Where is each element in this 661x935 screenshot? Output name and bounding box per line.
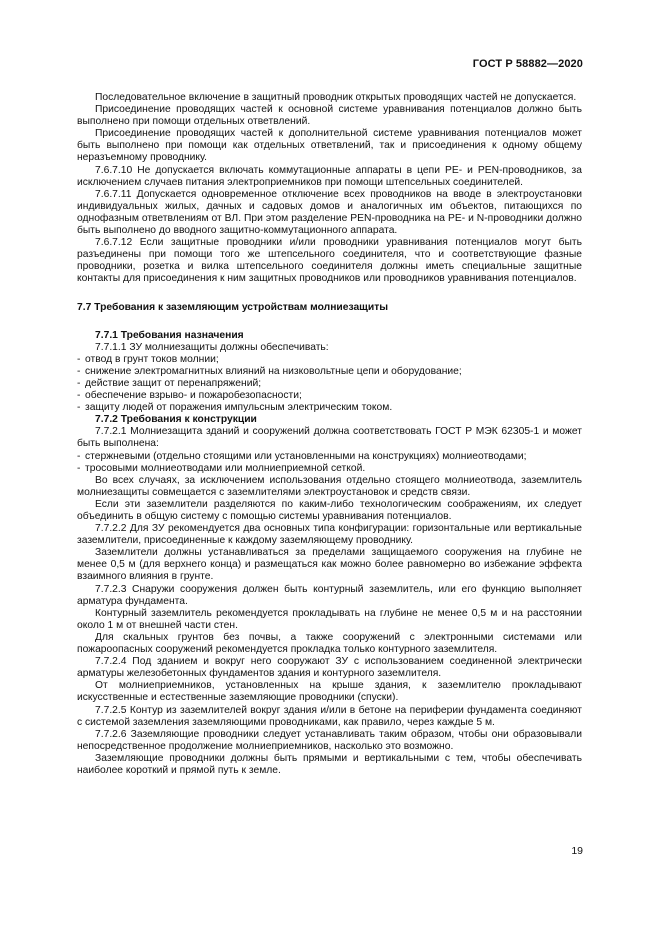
paragraph: Если эти заземлители разделяются по каким-либо технологическим соображениям, их следует объединить в общую систему с помощью системы уравнивания потенциалов. bbox=[77, 498, 582, 522]
paragraph: 7.7.2.1 Молниезащита зданий и сооружений должна соответствовать ГОСТ Р МЭК 62305-1 и может быть выполнена: bbox=[77, 426, 582, 450]
dash-marker: - bbox=[77, 365, 81, 377]
paragraph: Последовательное включение в защитный проводник открытых проводящих частей не допускается. bbox=[95, 92, 577, 103]
paragraph: 7.7.2.4 Под зданием и вокруг него сооружают ЗУ с использованием соединенной электрически арматуры железобетонных фундаментов здания и контурного заземлителя. bbox=[77, 656, 582, 680]
paragraph: 7.6.7.10 Не допускается включать коммутационные аппараты в цепи PE- и PEN-проводников, за исключением случаев питания электроприемников при помощи штепсельных соединителей. bbox=[77, 164, 582, 188]
page-body bbox=[77, 92, 582, 777]
subsection-title: 7.7.2 Требования к конструкции bbox=[95, 414, 257, 426]
paragraph: Контурный заземлитель рекомендуется прокладывать на глубине не менее 0,5 м и на расстоянии около 1 м от внешней части стен. bbox=[77, 607, 582, 631]
paragraph: Во всех случаях, за исключением использования отдельно стоящего молниеотвода, заземлитель молниезащиты совмещается с заземлителями электроустановок и средств связи. bbox=[77, 474, 582, 498]
document-number: ГОСТ Р 58882—2020 bbox=[472, 58, 583, 70]
dash-marker: - bbox=[77, 390, 81, 402]
paragraph: 7.7.2.6 Заземляющие проводники следует устанавливать таким образом, чтобы они образовывали непосредственное продолжение молниеприемников, насколько это возможно. bbox=[77, 728, 582, 752]
paragraph: 7.7.2.3 Снаружи сооружения должен быть контурный заземлитель, или его функцию выполняет арматура фундамента. bbox=[77, 583, 582, 607]
paragraph: От молниеприемников, установленных на крыше здания, к заземлителю прокладывают искусственные и естественные заземляющие проводники (спуски). bbox=[77, 680, 582, 704]
paragraph: Для скальных грунтов без почвы, а также сооружений с электронными системами или пожароопасных сооружений рекомендуется прокладка только контурного заземлителя. bbox=[77, 631, 582, 656]
list-item: - стержневыми (отдельно стоящими или установленными на конструкциях) молниеотводами; bbox=[77, 450, 527, 462]
dash-marker: - bbox=[77, 353, 81, 365]
paragraph: 7.6.7.12 Если защитные проводники и/или проводники уравнивания потенциалов могут быть разъединены при помощи того же штепсельного соединителя, что и соответствующие фазные проводники, розетка и вилка штепсельного соединителя должны иметь специальные защитные контакты для присоединения к ним защитных проводников или проводников уравнивания потенциалов. bbox=[77, 237, 582, 285]
paragraph: 7.7.1.1 ЗУ молниезащиты должны обеспечивать: bbox=[95, 341, 329, 353]
list-item: - действие защит от перенапряжений; bbox=[77, 377, 262, 389]
list-item: - отвод в грунт токов молнии; bbox=[77, 353, 219, 365]
paragraph: 7.6.7.11 Допускается одновременное отключение всех проводников на вводе в электроустановки индивидуальных жилых, дачных и садовых домов и аналогичных им объектов, питающихся по однофазным ответвлениям от ВЛ. При этом разделение PEN-проводника на PE- и N-проводники должно быть выполнено до вводного защитно-коммутационного аппарата. bbox=[77, 188, 582, 237]
paragraph: 7.7.2.5 Контур из заземлителей вокруг здания и/или в бетоне на периферии фундамента соединяют с системой заземления заземляющими проводниками, как правило, через каждые 5 м. bbox=[77, 704, 582, 728]
list-item: - снижение электромагнитных влияний на низковольтные цепи и оборудование; bbox=[77, 365, 462, 377]
subsection-title: 7.7.1 Требования назначения bbox=[95, 329, 244, 341]
paragraph: Заземлители должны устанавливаться за пределами защищаемого сооружения на глубине не менее 0,5 м (для верхнего конца) и размещаться как можно более равномерно во избежание эффекта взаимного влияния в грунте. bbox=[77, 547, 582, 583]
dash-marker: - bbox=[77, 402, 81, 414]
dash-marker: - bbox=[77, 450, 81, 462]
list-item: - тросовыми молниеотводами или молниеприемной сеткой. bbox=[77, 462, 366, 474]
paragraph: Присоединение проводящих частей к основной системе уравнивания потенциалов должно быть выполнено при помощи отдельных ответвлений. bbox=[77, 104, 582, 128]
list-item: - защиту людей от поражения импульсным электрическим током. bbox=[77, 402, 393, 414]
dash-marker: - bbox=[77, 377, 81, 389]
paragraph: 7.7.2.2 Для ЗУ рекомендуется два основных типа конфигурации: горизонтальные или вертикальные заземлители, присоединенные к каждому заземляющему проводнику. bbox=[77, 523, 582, 547]
dash-marker: - bbox=[77, 462, 81, 474]
paragraph: Заземляющие проводники должны быть прямыми и вертикальными с тем, чтобы обеспечивать наиболее короткий и прямой путь к земле. bbox=[77, 752, 582, 776]
section-title: 7.7 Требования к заземляющим устройствам молниезащиты bbox=[77, 301, 389, 313]
list-item: - обеспечение взрыво- и пожаробезопасности; bbox=[77, 390, 302, 402]
paragraph: Присоединение проводящих частей к дополнительной системе уравнивания потенциалов может быть выполнено при помощи как отдельных ответвлений, так и присоединения к одному общему неразъемному проводнику. bbox=[77, 128, 582, 164]
page-number: 19 bbox=[571, 845, 583, 857]
